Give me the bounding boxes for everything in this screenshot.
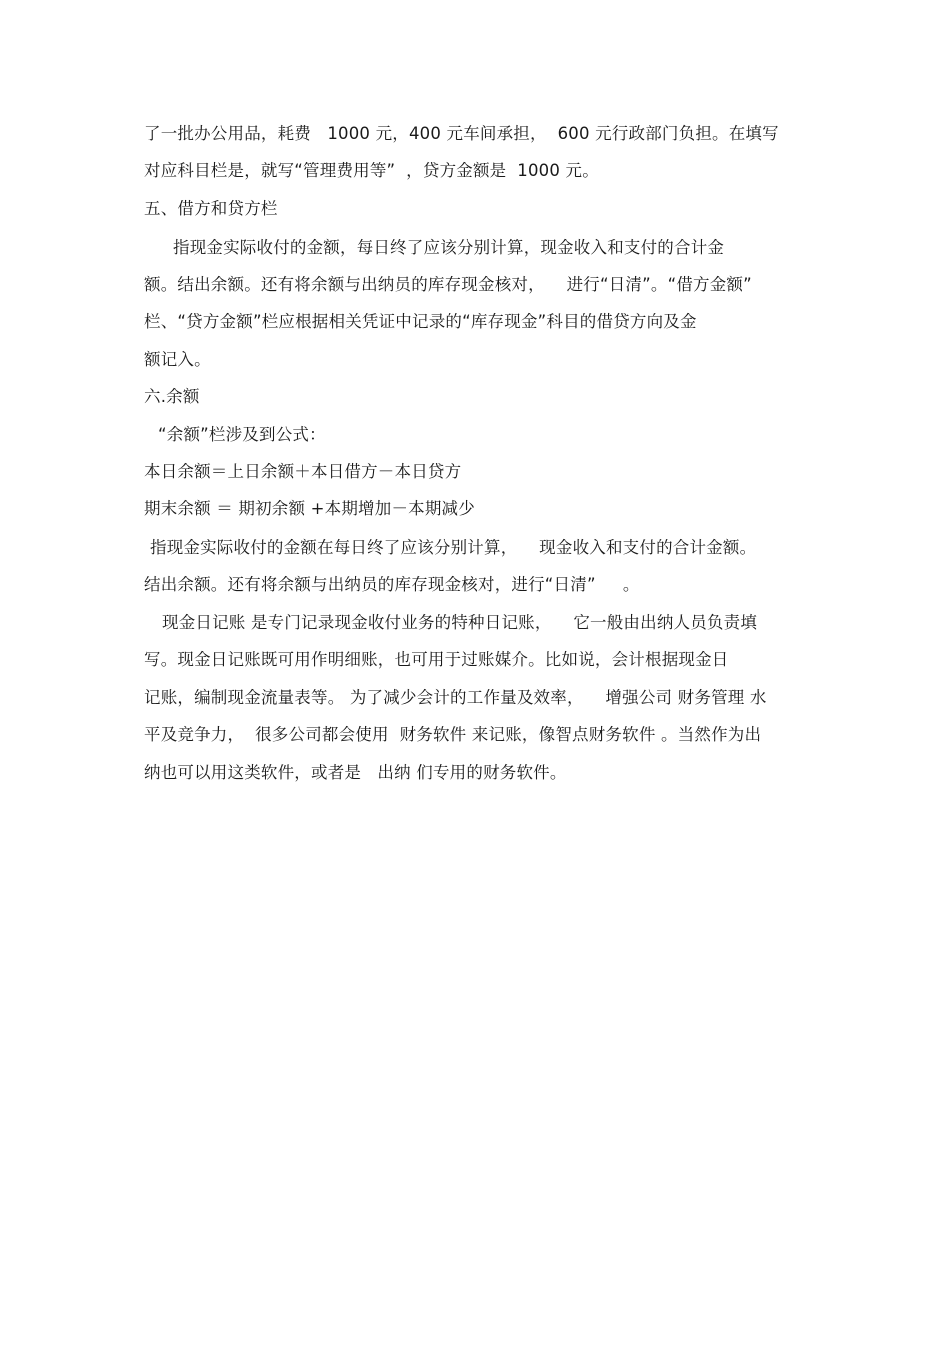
paragraph-line: 额记入。 bbox=[144, 350, 211, 369]
paragraph-line: 指现金实际收付的金额在每日终了应该分别计算， 现金收入和支付的合计金额。 bbox=[150, 538, 757, 557]
paragraph-line: 平及竞争力， 很多公司都会使用 财务软件 来记账，像智点财务软件 。当然作为出 bbox=[144, 725, 762, 744]
paragraph-line: 结出余额。还有将余额与出纳员的库存现金核对，进行“日清” 。 bbox=[144, 575, 640, 594]
paragraph-line: 写。现金日记账既可用作明细账，也可用于过账媒介。比如说，会计根据现金日 bbox=[144, 650, 729, 669]
paragraph-line: “余额”栏涉及到公式： bbox=[158, 425, 326, 444]
paragraph-line: 记账，编制现金流量表等。 为了减少会计的工作量及效率， 增强公司 财务管理 水 bbox=[144, 688, 767, 707]
paragraph-line: 额。结出余额。还有将余额与出纳员的库存现金核对， 进行“日清”。“借方金额” bbox=[144, 275, 752, 294]
section-heading: 五、借方和贷方栏 bbox=[144, 199, 278, 218]
formula-line: 期末余额 ＝ 期初余额 +本期增加－本期减少 bbox=[144, 499, 475, 518]
paragraph-line: 纳也可以用这类软件，或者是 出纳 们专用的财务软件。 bbox=[144, 763, 567, 782]
paragraph-line: 对应科目栏是，就写“管理费用等” ，贷方金额是 1000 元。 bbox=[144, 161, 599, 180]
paragraph-line: 了一批办公用品，耗费 1000 元，400 元车间承担， 600 元行政部门负担。在填写 bbox=[144, 124, 779, 143]
formula-line: 本日余额＝上日余额＋本日借方－本日贷方 bbox=[144, 462, 462, 481]
paragraph-line: 现金日记账 是专门记录现金收付业务的特种日记账， 它一般由出纳人员负责填 bbox=[162, 613, 758, 632]
paragraph-line: 指现金实际收付的金额，每日终了应该分别计算，现金收入和支付的合计金 bbox=[173, 238, 725, 257]
paragraph-line: 栏、“贷方金额”栏应根据相关凭证中记录的“库存现金”科目的借贷方向及金 bbox=[144, 312, 697, 331]
section-heading: 六.余额 bbox=[144, 387, 200, 406]
